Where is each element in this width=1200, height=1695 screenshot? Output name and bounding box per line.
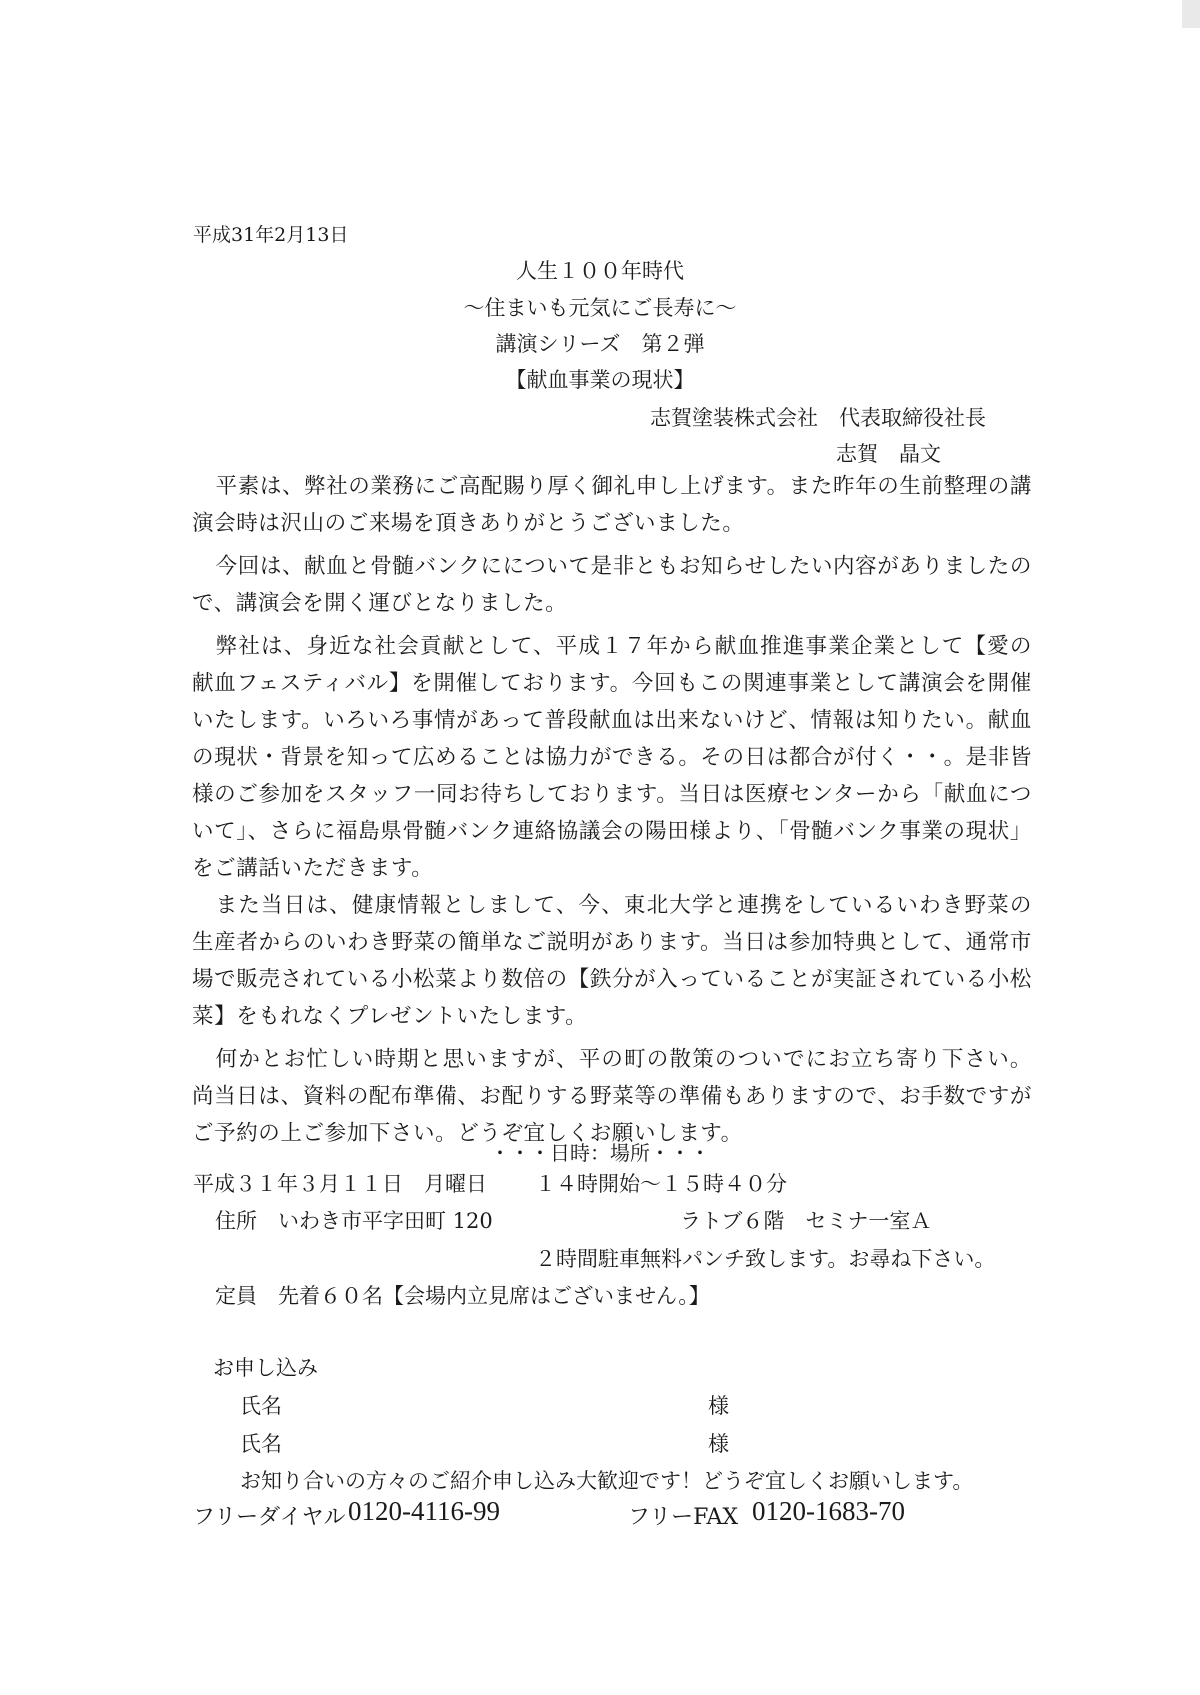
letter-body xyxy=(192,468,1032,1152)
free-dial-number: 0120-4116-99 xyxy=(348,1496,500,1526)
free-fax-label: フリーFAX xyxy=(628,1505,739,1530)
paragraph-vegetables: また当日は、健康情報としまして、今、東北大学と連携をしているいわき野菜の生産者からのいわき野菜の簡単なご説明があります。当日は参加特典として、通常市場で販売されている小松菜より数倍の【鉄分が入っていることが実証されている小松菜】をもれなくプレゼントいたします。 xyxy=(192,893,1032,1029)
event-capacity: 定員 先着６０名【会場内立見席はございません。】 xyxy=(215,1284,710,1308)
paragraph-request: 何かとお忙しい時期と思いますが、平の町の散策のついでにお立ち寄り下さい。尚当日は、資料の配布準備、お配りする野菜等の準備もありますので、お手数ですがご予約の上ご参加下さい。どうぞ宜しくお願いします。 xyxy=(192,1047,1032,1146)
application-heading: お申し込み xyxy=(213,1356,318,1380)
event-heading: ・・・日時：場所・・・ xyxy=(490,1141,710,1165)
document-date: 平成31年2月13日 xyxy=(193,224,349,246)
title-line-1: 人生１００年時代 xyxy=(516,259,684,283)
name-label-1: 氏名 xyxy=(240,1394,282,1418)
title-line-3: 講演シリーズ 第２弾 xyxy=(495,332,705,356)
name-label-2: 氏名 xyxy=(240,1432,282,1456)
honorific-1: 様 xyxy=(708,1394,729,1418)
president-name: 志賀 晶文 xyxy=(836,442,941,466)
event-time: １４時開始〜１５時４０分 xyxy=(535,1172,787,1196)
event-date: 平成３１年３月１１日 月曜日 xyxy=(193,1172,487,1196)
title-line-2: 〜住まいも元気にご長寿に〜 xyxy=(463,296,737,320)
honorific-2: 様 xyxy=(708,1432,729,1456)
paragraph-company: 弊社は、身近な社会貢献として、平成１７年から献血推進事業企業として【愛の献血フェスティバル】を開催しております。今回もこの関連事業として講演会を開催いたします。いろいろ事情があって普段献血は出来ないけど、情報は知りたい。献血の現状・背景を知って広めることは協力ができる。その日は都合が付く・・。是非皆様のご参加をスタッフ一同お待ちしております。当日は医療センターから「献血について」、さらに福島県骨髄バンク連絡協議会の陽田様より、「骨髄バンク事業の現状」をご講話いただきます。 xyxy=(192,634,1032,881)
paragraph-purpose: 今回は、献血と骨髄バンクにについて是非ともお知らせしたい内容がありましたので、講演会を開く運びとなりました。 xyxy=(192,554,1032,616)
free-dial-label: フリーダイヤル xyxy=(193,1505,346,1530)
company-name: 志賀塗装株式会社 代表取締役社長 xyxy=(650,406,986,430)
event-address: 住所 いわき市平字田町 120 xyxy=(215,1209,493,1233)
title-line-4: 【献血事業の現状】 xyxy=(505,368,695,392)
scan-edge-mark xyxy=(1182,0,1200,28)
event-parking: ２時間駐車無料パンチ致します。お尋ね下さい。 xyxy=(535,1247,996,1271)
free-fax-number: 0120-1683-70 xyxy=(752,1496,905,1526)
paragraph-greeting: 平素は、弊社の業務にご高配賜り厚く御礼申し上げます。また昨年の生前整理の講演会時は沢山のご来場を頂きありがとうございました。 xyxy=(192,474,1032,536)
welcome-note: お知り合いの方々のご紹介申し込み大歓迎です！どうぞ宜しくお願いします。 xyxy=(240,1469,974,1493)
event-venue: ラトブ６階 セミナ一室Ａ xyxy=(680,1209,932,1233)
